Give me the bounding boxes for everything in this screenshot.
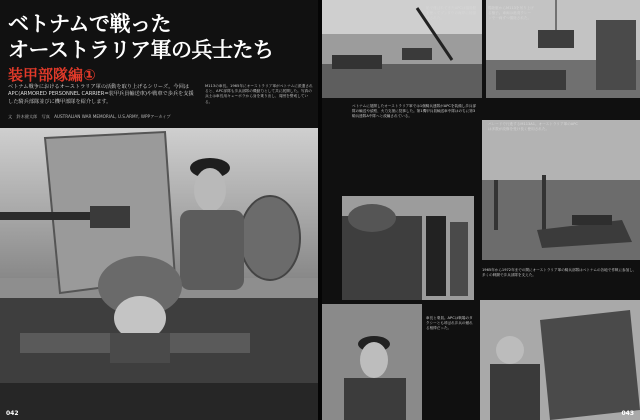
caption-top-right: 揚陸艇からM113を吊り上げる様子。車両は港湾クレーンで一両ずつ揚陸された。 xyxy=(488,6,534,20)
article-title-line1: ベトナムで戦った xyxy=(8,12,171,36)
main-photo-illustration xyxy=(0,128,318,420)
caption-middle: ベトナムに展開したオーストラリア軍では1個騎兵連隊がAPCを装備し歩兵部隊の輸送や偵察、火力支援に従事した。第1機甲兵員輸送車中隊はのちに第3騎兵連隊A中隊へと改編されている。 xyxy=(352,104,477,118)
photo-gunner-bottom xyxy=(480,300,640,420)
article-subtitle: 装甲部隊編① xyxy=(8,66,96,84)
photo-parade-m113 xyxy=(482,120,640,260)
caption-bottom-middle: 車長と乗員。APCは戦場のタクシーとも呼ばれ歩兵の頼れる相棒だった。 xyxy=(426,316,473,330)
credit-line: 文 鈴木健太郎 写真 AUSTRALIAN WAR MEMORIAL, U.S.ARMY, WPPアーカイブ xyxy=(8,114,171,119)
left-page xyxy=(0,0,318,420)
right-page xyxy=(322,0,640,420)
photo-gunner-bottom-art xyxy=(480,300,640,420)
photo-soldiers-apc-art xyxy=(342,196,474,300)
photo-parade-art xyxy=(482,120,640,260)
body-text: M113の車長。1965年にオーストラリア軍がベトナムに派遣されると、APC部隊も歩兵部隊の機動力として共に展開した。写真の兵士は車長用キューポラから身を乗り出し、周囲を警戒している。 xyxy=(205,84,313,104)
article-title-line2: オーストラリア軍の兵士たち xyxy=(8,38,274,62)
photo-crew-bottom-art xyxy=(322,304,422,420)
page-number-right: 043 xyxy=(621,410,634,417)
main-photo-apc-crew xyxy=(0,128,318,420)
photo-soldiers-apc xyxy=(342,196,474,300)
caption-parade: パレードで行進するM113A1。オーストラリア軍のAPCは多数が改修を受け長く使用された。 xyxy=(488,122,578,131)
caption-lower-right: 1965年から1972年までの間にオーストラリア軍の騎兵部隊はベトナムの各地で作戦に参加し、多くの戦闘で歩兵部隊を支えた。 xyxy=(482,268,637,277)
lead-text: ベトナム戦争におけるオーストラリア軍の活動を取り上げるシリーズ。今回はAPC(ARMORED PERSONNEL CARRIER=装甲兵員輸送車)や戦車で歩兵を支援した騎兵部隊並びに機甲部隊を紹介します。 xyxy=(8,84,194,105)
page-number-left: 042 xyxy=(6,410,19,417)
photo-crew-bottom xyxy=(322,304,422,420)
caption-top-left: 船で運ばれてきたAPCは揚陸艇を使ってブンタウの海岸に陸揚げされた。 xyxy=(426,6,477,20)
